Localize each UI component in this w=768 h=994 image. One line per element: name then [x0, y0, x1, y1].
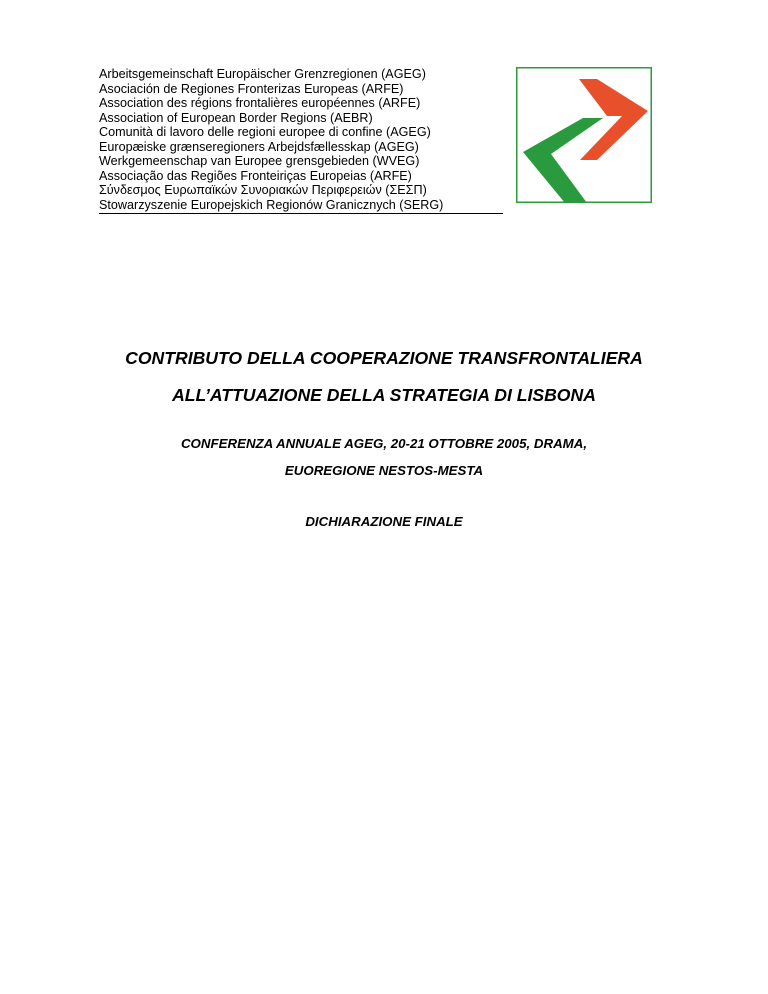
document-title-line-1: CONTRIBUTO DELLA COOPERAZIONE TRANSFRONTALIERA [125, 348, 643, 368]
aebr-arrows-logo-icon [516, 67, 652, 203]
org-name-fr: Association des régions frontalières européennes (ARFE) [99, 96, 421, 110]
org-name-de: Arbeitsgemeinschaft Europäischer Grenzregionen (AGEG) [99, 67, 426, 81]
org-name-pt: Associação das Regiões Fronteiriças Europeias (ARFE) [99, 168, 412, 183]
final-declaration-heading: DICHIARAZIONE FINALE [305, 514, 463, 529]
org-name-da: Europæiske grænseregioners Arbejdsfællesskap (AGEG) [99, 139, 419, 154]
document-title-line-2: ALL’ATTUAZIONE DELLA STRATEGIA DI LISBONA [172, 385, 596, 405]
org-name-it: Comunità di lavoro delle regioni europee di confine (AGEG) [99, 125, 431, 139]
org-name-nl: Werkgemeenschap van Europee grensgebieden (WVEG) [99, 154, 420, 168]
org-name-el: Σύνδεσμος Ευρωπαϊκών Συνοριακών Περιφερειών (ΣΕΣΠ) [99, 183, 427, 197]
logo-frame [517, 68, 652, 203]
conference-subtitle-line-1: CONFERENZA ANNUALE AGEG, 20-21 OTTOBRE 2005, DRAMA, [180, 436, 588, 451]
org-name-es: Asociación de Regiones Fronterizas Europeas (ARFE) [99, 81, 404, 96]
organization-names-list [99, 67, 503, 214]
org-name-en: Association of European Border Regions (AEBR) [99, 110, 373, 125]
org-name-pl: Stowarzyszenie Europejskich Regionów Granicznych (SERG) [99, 197, 444, 212]
conference-subtitle-line-2: EUOREGIONE NESTOS-MESTA [284, 463, 484, 478]
